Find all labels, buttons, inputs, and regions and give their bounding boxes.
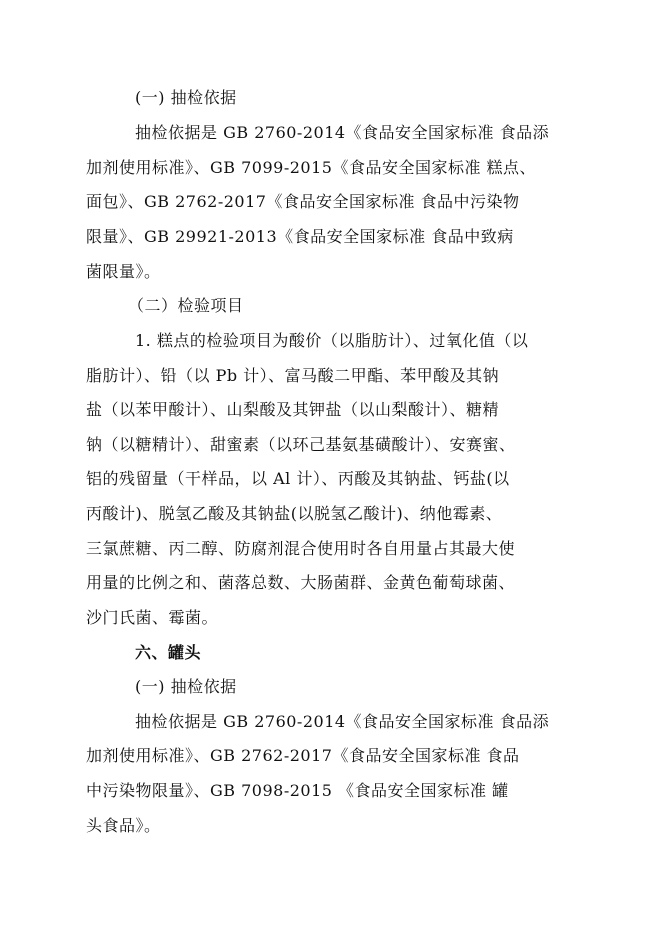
paragraph-line: 加剂使用标准》、GB 7099-2015《食品安全国家标准 糕点、	[86, 158, 537, 177]
paragraph-line: 1. 糕点的检验项目为酸价（以脂肪计）、过氧化值（以	[135, 331, 529, 350]
paragraph-line: 菌限量》。	[86, 262, 161, 281]
section-heading-basis: (一) 抽检依据	[135, 677, 237, 696]
paragraph-line: 铝的残留量（干样品，以 Al 计）、丙酸及其钠盐、钙盐(以	[86, 469, 510, 488]
paragraph-line: 限量》、GB 29921-2013《食品安全国家标准 食品中致病	[86, 227, 514, 246]
paragraph-line: 脂肪计）、铅（以 Pb 计）、富马酸二甲酯、苯甲酸及其钠	[86, 366, 500, 385]
paragraph-line: 盐（以苯甲酸计）、山梨酸及其钾盐（以山梨酸计）、糖精	[86, 400, 500, 419]
paragraph-line: 沙门氏菌、霉菌。	[86, 608, 219, 627]
section-heading-items: （二）检验项目	[128, 296, 244, 315]
paragraph-line: 中污染物限量》、GB 7098-2015 《食品安全国家标准 罐	[86, 781, 509, 800]
paragraph-line: 面包》、GB 2762-2017《食品安全国家标准 食品中污染物	[86, 192, 520, 211]
paragraph-line: 头食品》。	[86, 816, 161, 835]
paragraph-line: 用量的比例之和、菌落总数、大肠菌群、金黄色葡萄球菌、	[86, 573, 516, 592]
paragraph-line: 抽检依据是 GB 2760-2014《食品安全国家标准 食品添	[135, 712, 550, 731]
paragraph-line: 抽检依据是 GB 2760-2014《食品安全国家标准 食品添	[135, 123, 550, 142]
paragraph-line: 加剂使用标准》、GB 2762-2017《食品安全国家标准 食品	[86, 746, 520, 765]
paragraph-line: 钠（以糖精计）、甜蜜素（以环己基氨基磺酸计）、安赛蜜、	[86, 435, 516, 454]
section-heading-basis: (一) 抽检依据	[135, 88, 237, 107]
chapter-heading-canned: 六、罐头	[135, 643, 202, 662]
paragraph-line: 丙酸计)、脱氢乙酸及其钠盐(以脱氢乙酸计)、纳他霉素、	[86, 504, 503, 523]
paragraph-line: 三氯蔗糖、丙二醇、防腐剂混合使用时各自用量占其最大使	[86, 539, 516, 558]
